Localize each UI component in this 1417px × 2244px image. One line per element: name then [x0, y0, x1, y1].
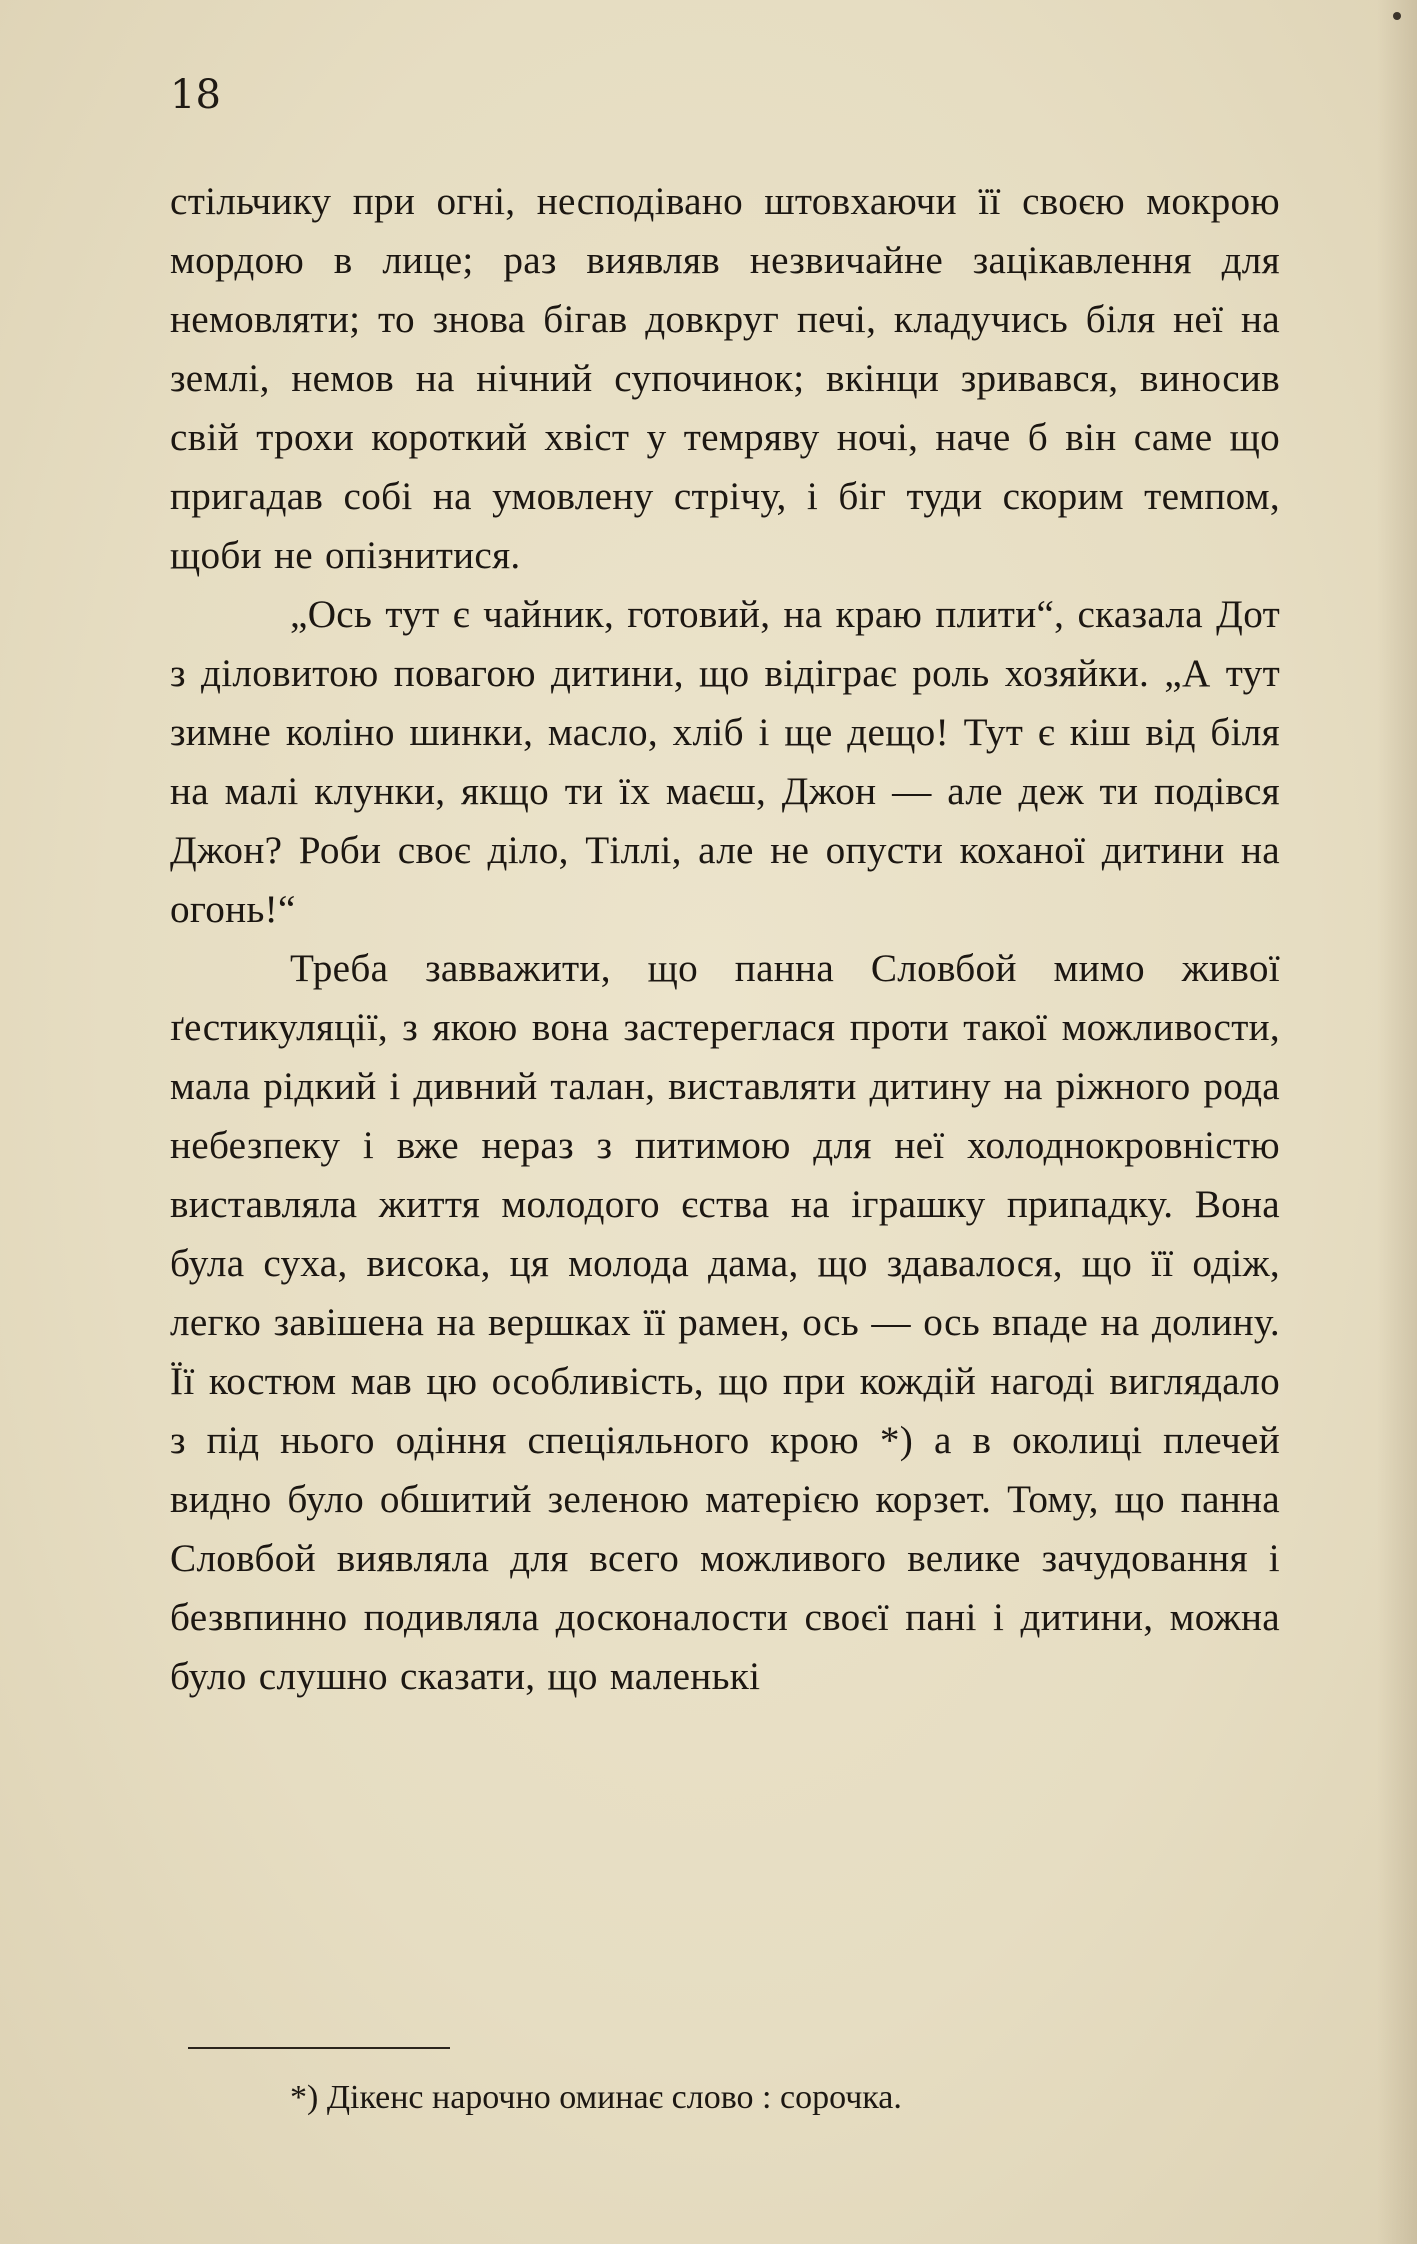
paragraph-1: стільчику при огні, несподівано штовхаючи її своєю мокрою мордою в лице; раз виявляв незвичайне зацікавлення для немовляти; то знова бігав довкруг печі, кладучись біля неї на землі, немов на нічний супочинок; вкінци зривався, виносив свій трохи короткий хвіст у темряву ночі, наче б він саме що пригадав собі на умовлену стрічу, і біг туди скорим темпом, щоби не опізнитися. [170, 180, 1280, 577]
corner-mark [1393, 12, 1401, 20]
footnote: *) Дікенс нарочно оминає слово : сорочка. [290, 2079, 902, 2116]
page-number: 18 [170, 72, 221, 118]
body-text [170, 172, 1280, 1706]
paragraph-3: Треба завважити, що панна Словбой мимо живої ґестикуляції, з якою вона застереглася проти такої можливости, мала рідкий і дивний талан, виставляти дитину на ріжного рода небезпеку і вже нераз з питимою для неї холоднокровністю виставляла життя молодого єства на іграшку припадку. Вона була суха, висока, ця молода дама, що здавалося, що її одіж, легко завішена на вершках її рамен, ось — ось впаде на долину. Її костюм мав цю особливість, що при кождій нагоді виглядало з під нього одіння спеціяльного крою *) а в околиці плечей видно було обшитий зеленою матерією корзет. Тому, що панна Словбой виявляла для всего можливого велике зачудовання і безвпинно подивляла досконалости своєї пані і дитини, можна було слушно сказати, що маленькі [170, 947, 1280, 1698]
page-edge-shadow [1377, 0, 1417, 2244]
paragraph-2: „Ось тут є чайник, готовий, на краю плити“, сказала Дот з діловитою повагою дитини, що відіграє роль хозяйки. „А тут зимне коліно шинки, масло, хліб і ще дещо! Тут є кіш від біля на малі клунки, якщо ти їх маєш, Джон — але деж ти подівся Джон? Роби своє діло, Тіллі, але не опусти коханої дитини на огонь!“ [170, 593, 1280, 931]
footnote-divider [188, 2047, 450, 2049]
